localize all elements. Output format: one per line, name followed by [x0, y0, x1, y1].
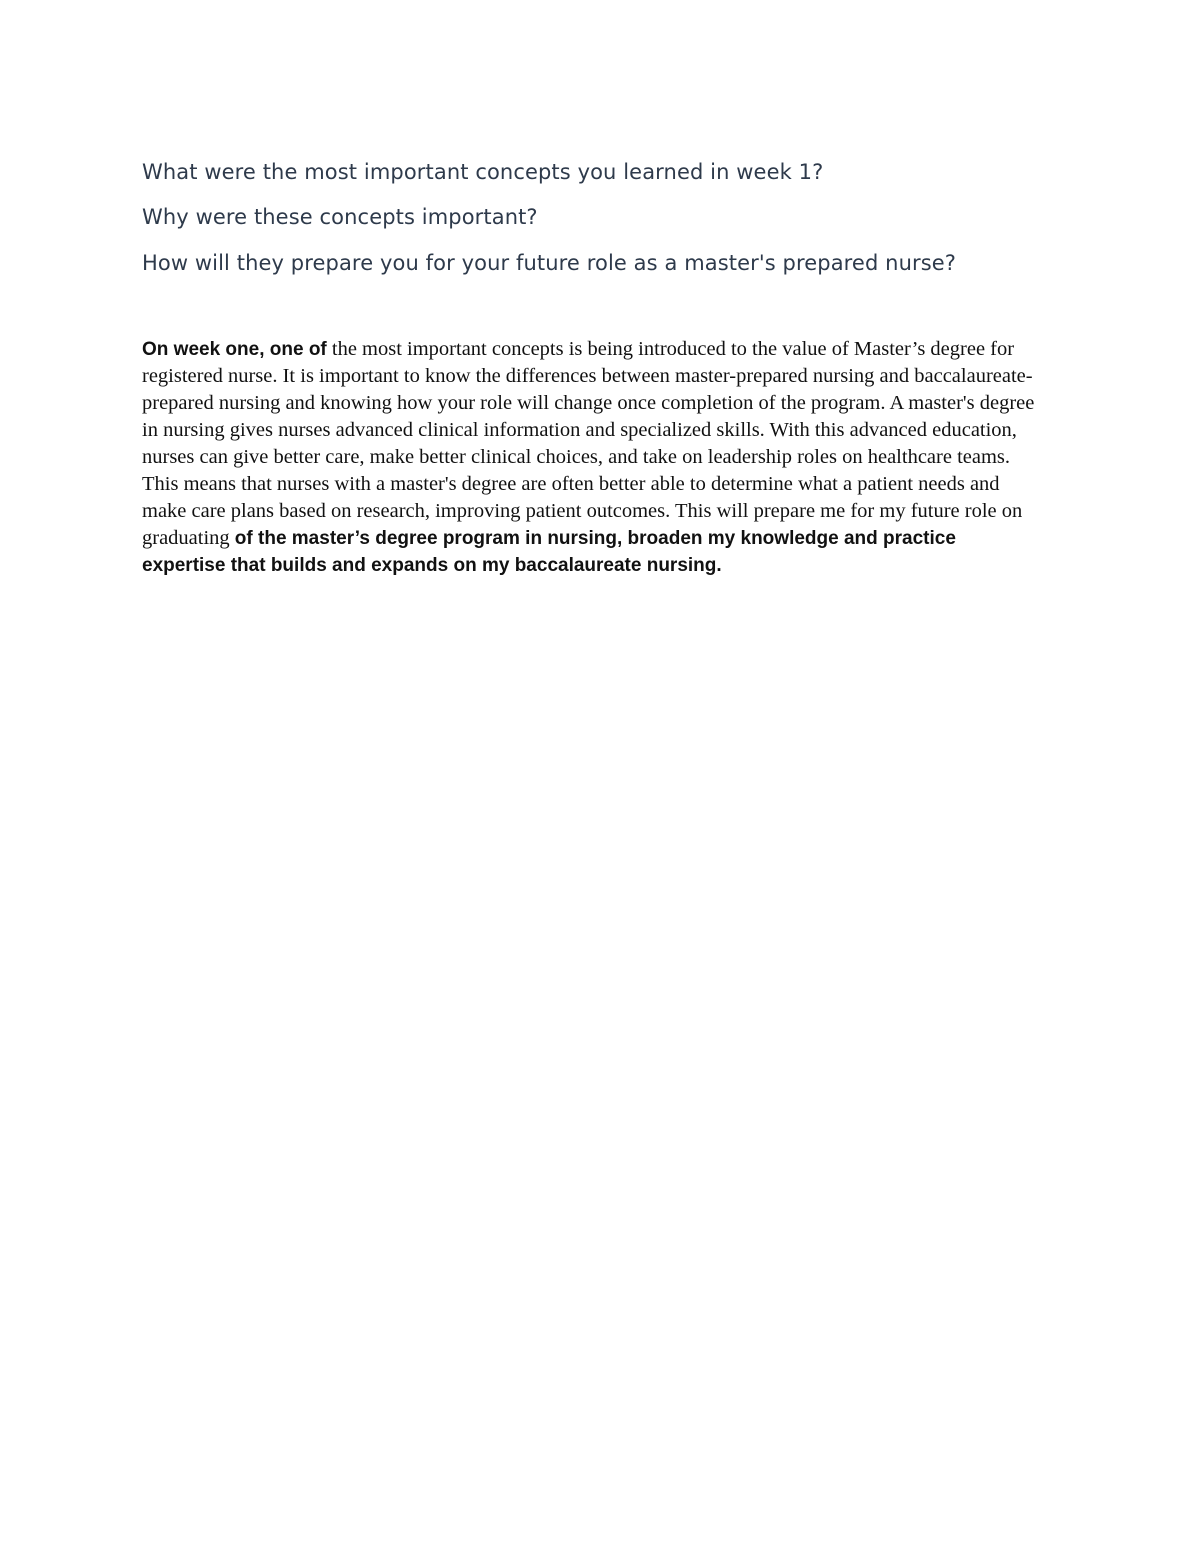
answer-lead-bold: On week one, one of — [142, 339, 327, 360]
questions-block — [142, 157, 1102, 278]
answer-closing-bold: of the master’s degree program in nursing, broaden my knowledge and practice expertise that builds and expands on my baccalaureate nursing. — [142, 528, 956, 576]
answer-paragraph — [142, 336, 1042, 579]
answer-body: the most important concepts is being introduced to the value of Master’s degree for registered nurse. It is important to know the differences between master-prepared nursing and baccalaureate-prepared nursing and knowing how your role will change once completion of the program. A master's degree in nursing gives nurses advanced clinical information and specialized skills. With this advanced education, nurses can give better care, make better clinical choices, and take on leadership roles on healthcare teams. This means that nurses with a master's degree are often better able to determine what a patient needs and make care plans based on research, improving patient outcomes. This will prepare me for my future role on graduating — [142, 338, 1035, 549]
question-2: Why were these concepts important? — [142, 205, 538, 229]
question-3: How will they prepare you for your future role as a master's prepared nurse? — [142, 251, 957, 275]
question-1: What were the most important concepts you learned in week 1? — [142, 160, 824, 184]
